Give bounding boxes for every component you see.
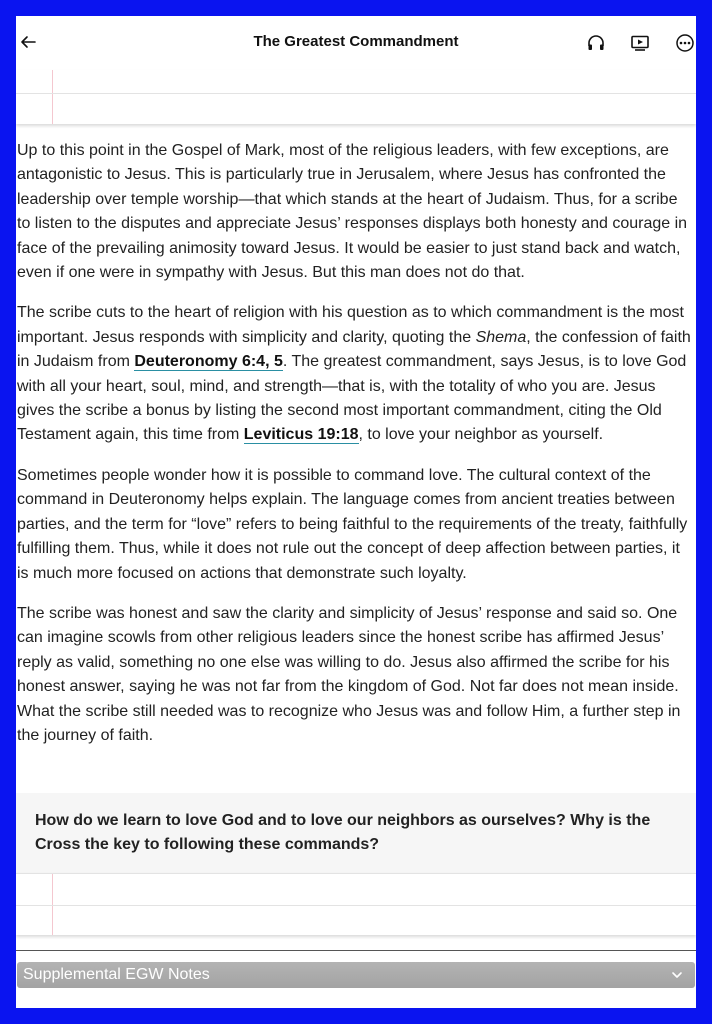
text-run: . The greatest commandment, says Jesus, is to love God with all your heart, soul, mind, and strength—that is, with the totality of who you are. Jesus gives the scribe a bonus by listing the second most important commandment, citing the Old Testament again, this time from	[17, 353, 687, 444]
paragraph-1: Up to this point in the Gospel of Mark, most of the religious leaders, with few exceptions, are antagonistic to Jesus. This is particularly true in Jerusalem, where Jesus has confronted the leadership over temple worship—that which stands at the heart of Judaism. Thus, for a scribe to listen to the disputes and appreciate Jesus’ responses displays both honesty and courage in face of the prevailing animosity toward Jesus. It would be easier to just stand back and watch, even if one were in sympathy with Jesus. But this man does not do that.	[17, 142, 688, 282]
text-run: The scribe cuts to the heart of religion with his question as to which commandment is the most important. Jesus responds with simplicity and clarity, quoting the	[17, 304, 684, 346]
reader-page	[16, 16, 696, 1008]
supplemental-notes-label: Supplemental EGW Notes	[23, 966, 210, 983]
text-run: , the confession of faith in Judaism from	[17, 328, 691, 371]
video-play-icon	[630, 33, 650, 53]
notes-area-bottom[interactable]	[16, 873, 696, 935]
section-divider	[16, 950, 696, 951]
page-title: The Greatest Commandment	[253, 33, 459, 50]
paragraph-2	[17, 301, 695, 447]
question-text: How do we learn to love God and to love our neighbors as ourselves? Why is the Cross the key to following these commands?	[35, 812, 651, 854]
back-arrow-icon	[20, 34, 36, 50]
paragraph-4: The scribe was honest and saw the clarity and simplicity of Jesus’ response and said so. One can imagine scowls from other religious leaders since the honest scribe has affirmed Jesus’ reply as valid, something no one else was willing to do. Jesus also affirmed the scribe for his honest answer, saying he was not far from the kingdom of God. Not far does not mean inside. What the scribe still needed was to recognize who Jesus was and follow Him, a further step in the journey of faith.	[17, 604, 681, 744]
video-button[interactable]	[627, 30, 653, 56]
supplemental-notes-dropdown[interactable]	[17, 962, 695, 988]
top-bar	[16, 16, 696, 70]
bible-reference-link[interactable]: Leviticus 19:18	[243, 426, 359, 444]
margin-line	[52, 70, 53, 124]
paragraph-3: Sometimes people wonder how it is possible to command love. The cultural context of the command in Deuteronomy helps explain. The language comes from ancient treaties between parties, and the term for “love” refers to being faithful to the requirements of the treaty, faithfully fulfilling them. Thus, while it does not rule out the concept of deep affection between parties, it is much more focused on actions that demonstrate such loyalty.	[17, 466, 688, 582]
notes-area-top[interactable]	[16, 70, 696, 124]
article-body	[17, 139, 695, 764]
discussion-question	[16, 793, 696, 873]
note-rule	[16, 873, 696, 874]
bible-reference-link[interactable]: Deuteronomy 6:4, 5	[134, 353, 283, 371]
headphones-icon	[586, 33, 606, 53]
back-button[interactable]	[16, 30, 40, 54]
note-rule	[16, 93, 696, 94]
chevron-down-icon	[669, 967, 685, 983]
note-rule	[16, 905, 696, 906]
more-options-icon	[675, 33, 695, 53]
shema-term: Shema	[475, 328, 527, 346]
text-run: , to love your neighbor as yourself.	[358, 426, 604, 444]
audio-button[interactable]	[583, 30, 609, 56]
margin-line	[52, 873, 53, 935]
more-options-button[interactable]	[672, 30, 696, 56]
